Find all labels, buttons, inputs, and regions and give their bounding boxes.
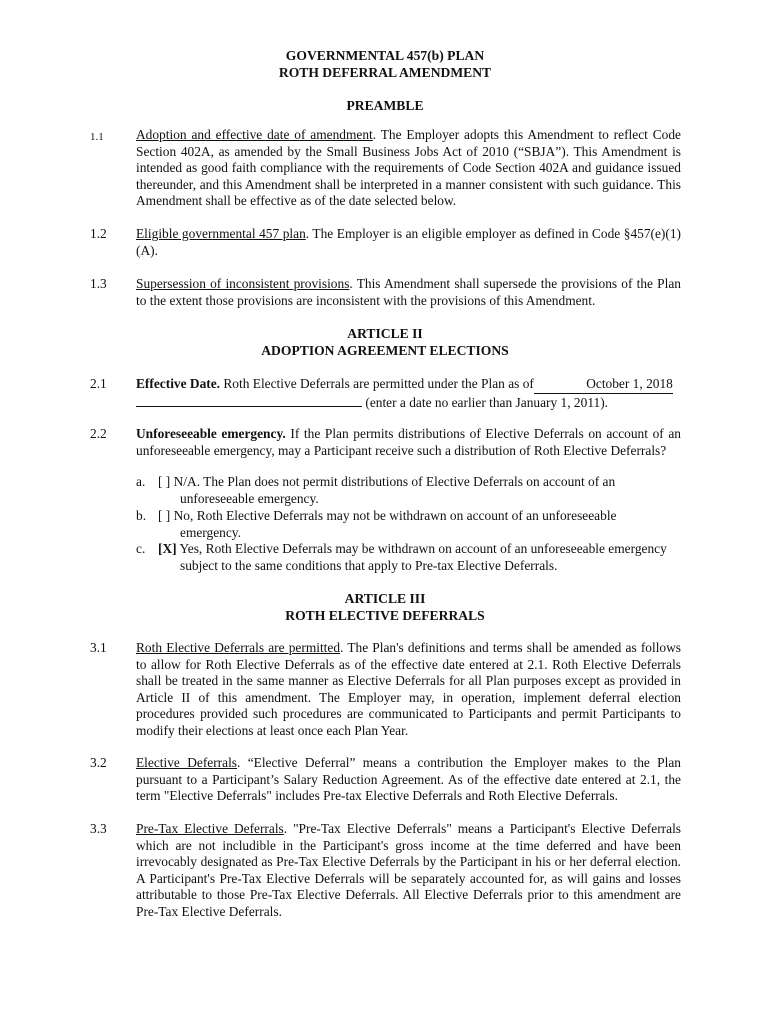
section-heading: Unforeseeable emergency.	[136, 426, 286, 441]
article-subtitle: ADOPTION AGREEMENT ELECTIONS	[261, 343, 509, 358]
section-heading: Adoption and effective date of amendment	[136, 127, 373, 142]
option-text-continued: unforeseeable emergency.	[180, 490, 319, 506]
section-number: 3.1	[90, 640, 107, 655]
option-c	[136, 541, 681, 575]
section-2-1	[136, 376, 681, 411]
option-a	[136, 474, 681, 508]
checkbox-checked[interactable]: [X]	[158, 541, 177, 556]
article-title: ARTICLE III	[344, 591, 426, 606]
option-text: Yes, Roth Elective Deferrals may be withdrawn on account of an unforeseeable emergency	[179, 541, 667, 556]
section-1-1	[136, 127, 681, 210]
section-text: . The Plan's definitions and terms shall be amended as follows to allow for Roth Elective Deferrals as of the effective date entered at 2.1. Roth Elective Deferrals shall be treated in the same manner as Elective Deferrals for all Plan purposes except as provided in Article II of this amendment. The Employer may, in operation, implement deferral election procedures provided such procedures are communicated to Participants and permit Participants to modify their elections at least once each Plan Year.	[136, 640, 681, 738]
checkbox[interactable]: [ ]	[158, 508, 171, 523]
option-text-continued: emergency.	[180, 524, 241, 540]
section-text: Roth Elective Deferrals are permitted under the Plan as of	[220, 376, 534, 391]
section-heading: Effective Date.	[136, 376, 221, 391]
checkbox[interactable]: [ ]	[158, 474, 171, 489]
option-b	[136, 508, 681, 542]
article-title: ARTICLE II	[347, 326, 423, 341]
section-number: 2.1	[90, 376, 107, 391]
section-number: 2.2	[90, 426, 107, 441]
section-1-3	[136, 276, 681, 309]
section-heading: Roth Elective Deferrals are permitted	[136, 640, 341, 655]
option-text: No, Roth Elective Deferrals may not be withdrawn on account of an unforeseeable	[173, 508, 617, 523]
section-text: . “Elective Deferral” means a contribution the Employer makes to the Plan pursuant to a Participant’s Salary Reduction Agreement. As of the effective date entered at 2.1, the term "Elective Deferrals" includes Pre-tax Elective Deferrals and Roth Elective Deferrals.	[136, 755, 681, 803]
document-title	[0, 47, 770, 81]
section-text: . The Employer is an eligible employer as defined in Code §457(e)(1)(A).	[136, 226, 681, 258]
section-heading: Supersession of inconsistent provisions	[136, 276, 350, 291]
section-3-3	[136, 821, 681, 920]
section-number: 1.3	[90, 276, 107, 291]
option-text: N/A. The Plan does not permit distributions of Elective Deferrals on account of an	[173, 474, 616, 489]
section-text: . "Pre-Tax Elective Deferrals" means a Participant's Elective Deferrals which are not includible in the Participant's gross income at the time deferred and have been irrevocably designated as Pre-Tax Elective Deferrals by the Participant in his or her deferral election. A Participant's Pre-Tax Elective Deferrals will be separately accounted for, as will gains and losses attributable to those Pre-Tax Elective Deferrals. All Elective Deferrals prior to this amendment are Pre-Tax Elective Deferrals.	[136, 821, 681, 919]
section-text-2: (enter a date no earlier than January 1, 2011).	[365, 394, 609, 410]
preamble-heading: PREAMBLE	[346, 98, 424, 113]
option-letter: c.	[136, 541, 146, 556]
section-number: 1.2	[90, 226, 107, 241]
date-blank-line[interactable]	[136, 394, 362, 407]
title-line-1: GOVERNMENTAL 457(b) PLAN	[285, 48, 485, 63]
option-letter: b.	[136, 508, 147, 523]
section-number: 3.2	[90, 755, 107, 770]
article-subtitle: ROTH ELECTIVE DEFERRALS	[285, 608, 485, 623]
section-3-2	[136, 755, 681, 805]
section-2-2	[136, 426, 681, 459]
title-line-2: ROTH DEFERRAL AMENDMENT	[278, 65, 492, 80]
section-number: 3.3	[90, 821, 107, 836]
effective-date-field[interactable]: October 1, 2018	[534, 376, 673, 394]
section-number: 1.1	[90, 131, 104, 143]
section-3-1	[136, 640, 681, 739]
option-text-continued: subject to the same conditions that apply to Pre-tax Elective Deferrals.	[180, 557, 558, 573]
section-heading: Pre-Tax Elective Deferrals	[136, 821, 284, 836]
option-letter: a.	[136, 474, 146, 489]
section-heading: Elective Deferrals	[136, 755, 238, 770]
section-heading: Eligible governmental 457 plan	[136, 226, 306, 241]
section-text: . This Amendment shall supersede the provisions of the Plan to the extent those provisions are inconsistent with the provisions of this Amendment.	[136, 276, 681, 308]
article-3-heading	[0, 590, 770, 624]
section-text: If the Plan permits distributions of Elective Deferrals on account of an unforeseeable emergency, may a Participant receive such a distribution of Roth Elective Deferrals?	[136, 426, 681, 458]
article-2-heading	[0, 325, 770, 359]
section-1-2	[136, 226, 681, 259]
section-text: . The Employer adopts this Amendment to reflect Code Section 402A, as amended by the Small Business Jobs Act of 2010 (“SBJA”). This Amendment is intended as good faith compliance with the requirements of Code Section 402A and guidance issued thereunder, and this Amendment shall be interpreted in a manner consistent with such guidance. This Amendment shall be effective as of the date selected below.	[136, 127, 681, 208]
